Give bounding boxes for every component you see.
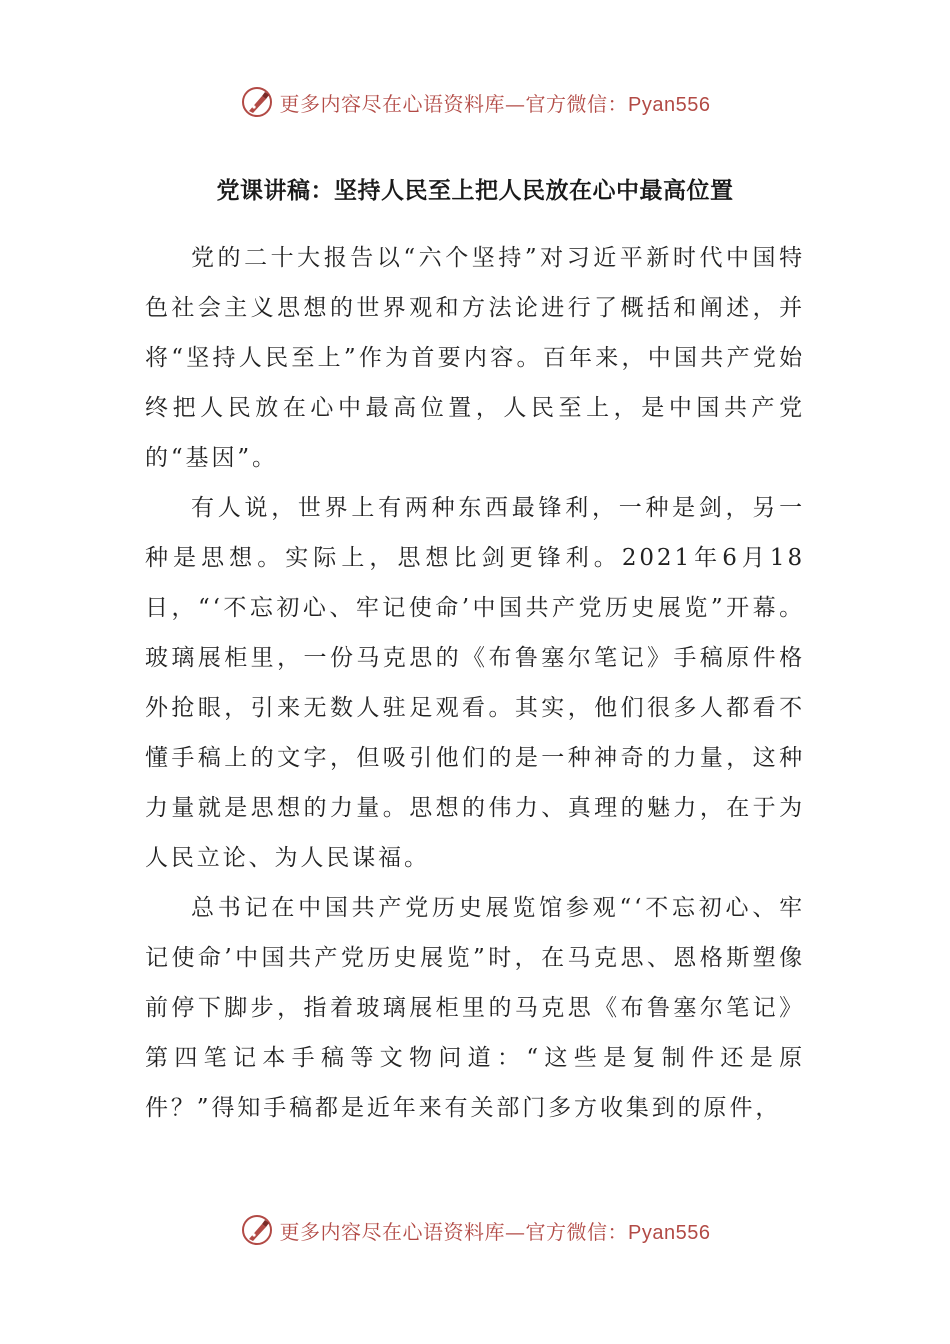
header-banner bbox=[0, 82, 950, 122]
footer-wechat-id: Pyan556 bbox=[628, 1221, 711, 1244]
document-title: 党课讲稿：坚持人民至上把人民放在心中最高位置 bbox=[216, 178, 734, 204]
document-body bbox=[145, 233, 805, 1133]
header-brand-text: 更多内容尽在心语资料库—官方微信： bbox=[279, 91, 629, 116]
header-brand bbox=[280, 88, 711, 117]
header-wechat-id: Pyan556 bbox=[628, 93, 711, 116]
footer-brand-text: 更多内容尽在心语资料库—官方微信： bbox=[279, 1219, 629, 1244]
footer-banner bbox=[0, 1210, 950, 1250]
paragraph-1: 党的二十大报告以“六个坚持”对习近平新时代中国特色社会主义思想的世界观和方法论进行了概括和阐述，并将“坚持人民至上”作为首要内容。百年来，中国共产党始终把人民放在心中最高位置，人民至上，是中国共产党的“基因”。 bbox=[145, 245, 805, 471]
footer-brand bbox=[280, 1216, 711, 1245]
paragraph-3: 总书记在中国共产党历史展览馆参观“‘不忘初心、牢记使命’中国共产党历史展览”时，在马克思、恩格斯塑像前停下脚步，指着玻璃展柜里的马克思《布鲁塞尔笔记》第四笔记本手稿等文物问道：“这些是复制件还是原件？”得知手稿都是近年来有关部门多方收集到的原件， bbox=[145, 895, 805, 1121]
pen-nib-logo-icon bbox=[240, 1213, 274, 1247]
pen-nib-logo-icon bbox=[240, 85, 274, 119]
paragraph-2: 有人说，世界上有两种东西最锋利，一种是剑，另一种是思想。实际上，思想比剑更锋利。2021年6月18日，“‘不忘初心、牢记使命’中国共产党历史展览”开幕。玻璃展柜里，一份马克思的《布鲁塞尔笔记》手稿原件格外抢眼，引来无数人驻足观看。其实，他们很多人都看不懂手稿上的文字，但吸引他们的是一种神奇的力量，这种力量就是思想的力量。思想的伟力、真理的魅力，在于为人民立论、为人民谋福。 bbox=[145, 495, 805, 871]
